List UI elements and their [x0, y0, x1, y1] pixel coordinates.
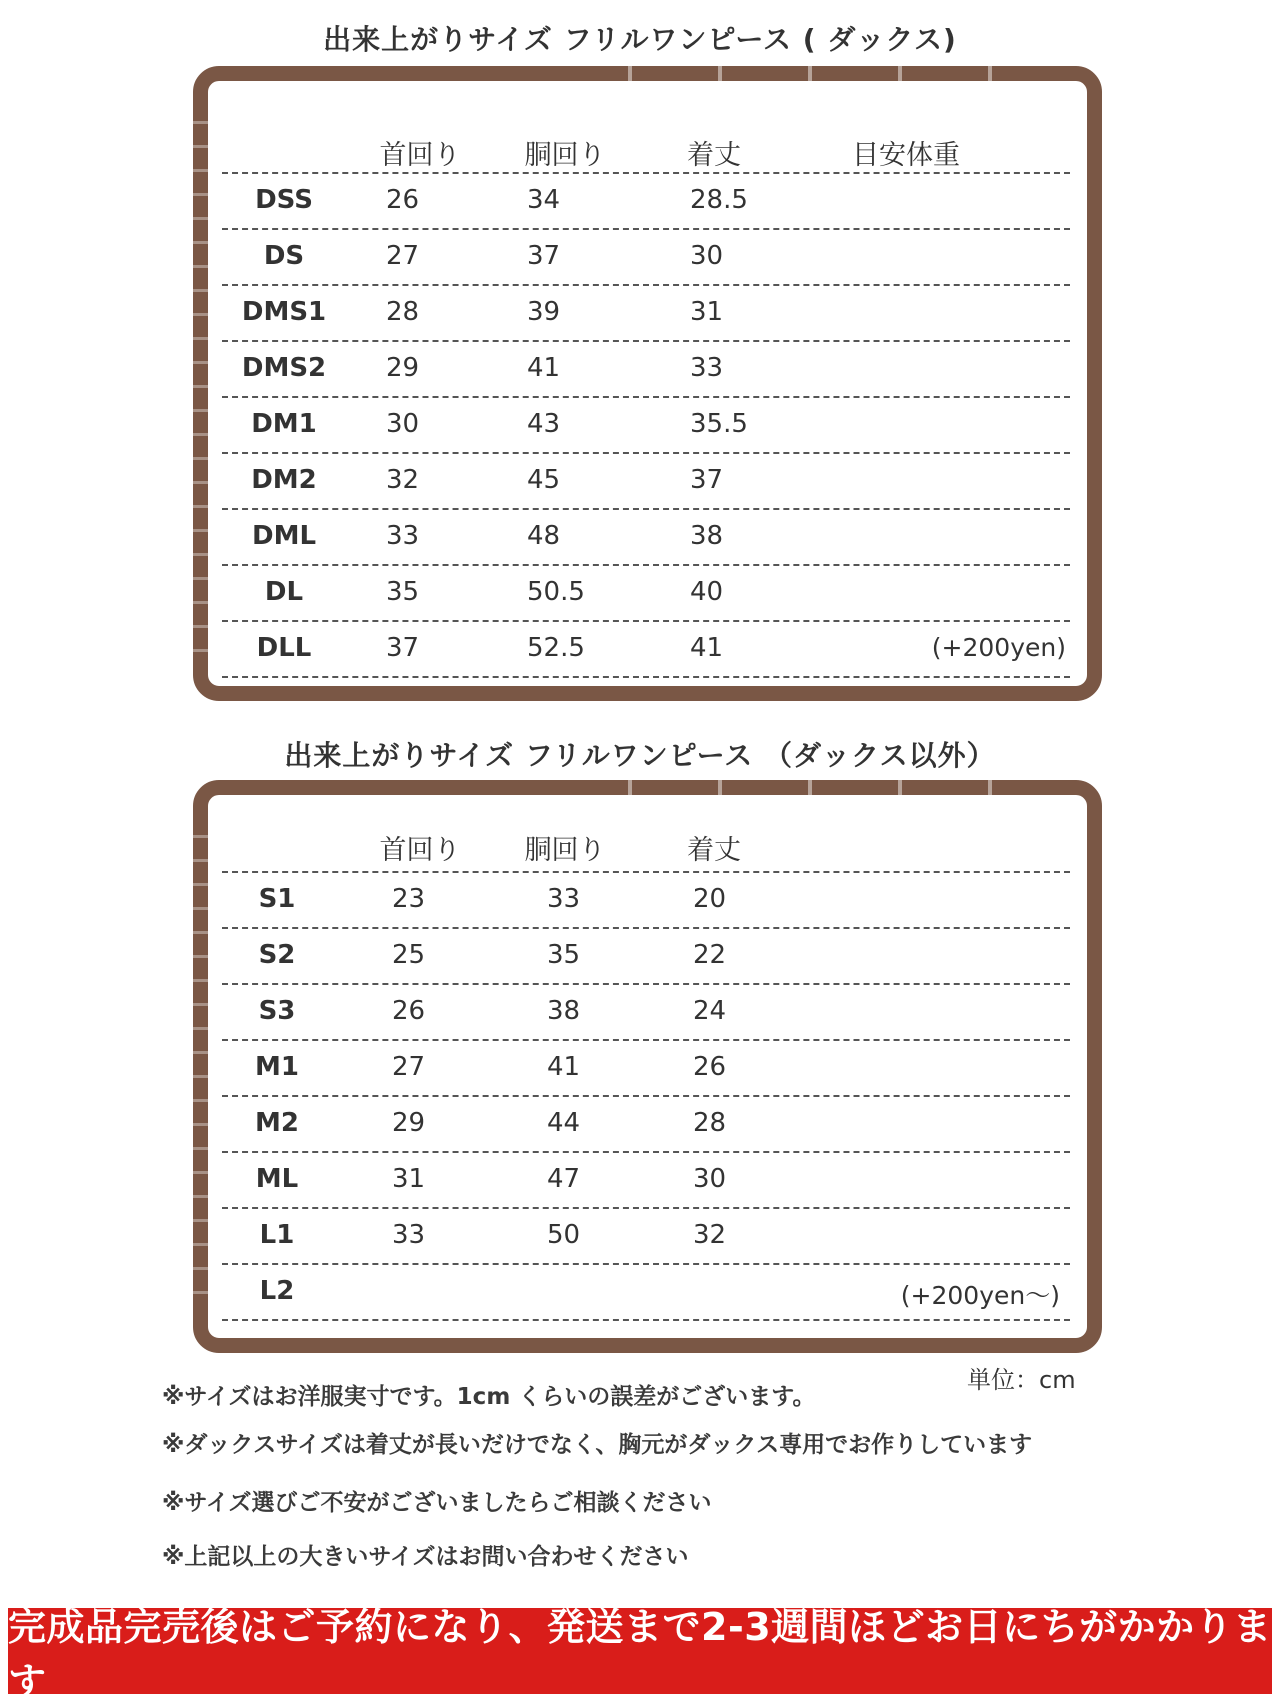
size-label: DML: [251, 521, 317, 551]
waist-value: 41: [547, 1052, 581, 1082]
dachshund-size-table: [222, 172, 1070, 678]
length-value: 28.5: [690, 185, 748, 215]
table-row: [222, 340, 1070, 396]
note-item: ※サイズはお洋服実寸です。1cm くらいの誤差がございます。: [162, 1384, 816, 1410]
waist-value: 52.5: [527, 633, 585, 663]
header-length: 着丈: [687, 140, 741, 171]
table-row: [222, 871, 1070, 927]
extra-charge-note: (+200yen～): [900, 1281, 1060, 1310]
size-label: DS: [263, 241, 305, 271]
size-label: M2: [255, 1108, 299, 1138]
size-label: L2: [259, 1276, 295, 1306]
table-row: [222, 1039, 1070, 1095]
header-neck: 首回り: [379, 835, 461, 866]
size-label: DL: [264, 577, 304, 607]
waist-value: 35: [547, 940, 581, 970]
dachshund-size-title: 出来上がりサイズ フリルワンピース ( ダックス): [323, 23, 957, 56]
table-row: [222, 228, 1070, 284]
length-value: 38: [690, 521, 724, 551]
waist-value: 48: [527, 521, 561, 551]
waist-value: 37: [527, 241, 561, 271]
neck-value: 35: [386, 577, 420, 607]
table-row: [222, 1207, 1070, 1263]
neck-value: 26: [386, 185, 420, 215]
length-value: 24: [693, 996, 727, 1026]
neck-value: 33: [386, 521, 420, 551]
table-row: [222, 452, 1070, 508]
neck-value: 27: [386, 241, 420, 271]
size-label: L1: [259, 1220, 295, 1250]
length-value: 20: [693, 884, 727, 914]
size-label: DMS1: [241, 297, 327, 327]
length-value: 33: [690, 353, 724, 383]
table-row: [222, 1151, 1070, 1207]
neck-value: 31: [392, 1164, 426, 1194]
neck-value: 33: [392, 1220, 426, 1250]
note-item: ※サイズ選びご不安がございましたらご相談ください: [162, 1490, 712, 1516]
neck-value: 23: [392, 884, 426, 914]
size-label: DM2: [251, 465, 317, 495]
neck-value: 28: [386, 297, 420, 327]
size-label: ML: [255, 1164, 299, 1194]
length-value: 37: [690, 465, 724, 495]
neck-value: 26: [392, 996, 426, 1026]
neck-value: 25: [392, 940, 426, 970]
table-row: [222, 396, 1070, 452]
neck-value: 29: [386, 353, 420, 383]
header-weight: 目安体重: [852, 140, 960, 171]
table-row: [222, 564, 1070, 620]
other-size-title: 出来上がりサイズ フリルワンピース （ダックス以外）: [284, 739, 996, 772]
size-label: DM1: [251, 409, 317, 439]
length-value: 30: [693, 1164, 727, 1194]
unit-label: 単位：cm: [967, 1366, 1076, 1394]
waist-value: 50: [547, 1220, 581, 1250]
table-row: [222, 172, 1070, 228]
table-row: [222, 284, 1070, 340]
length-value: 40: [690, 577, 724, 607]
size-label: S2: [258, 940, 296, 970]
length-value: 28: [693, 1108, 727, 1138]
waist-value: 33: [547, 884, 581, 914]
header-neck: 首回り: [379, 140, 461, 171]
size-label: S1: [258, 884, 296, 914]
header-waist: 胴回り: [524, 835, 606, 866]
note-item: ※ダックスサイズは着丈が長いだけでなく、胸元がダックス専用でお作りしています: [162, 1432, 1033, 1458]
size-label: DLL: [256, 633, 312, 663]
size-label: S3: [258, 996, 296, 1026]
header-length: 着丈: [687, 835, 741, 866]
length-value: 22: [693, 940, 727, 970]
table-row: [222, 983, 1070, 1039]
length-value: 32: [693, 1220, 727, 1250]
waist-value: 41: [527, 353, 561, 383]
extra-charge-note: (+200yen): [931, 633, 1066, 662]
waist-value: 39: [527, 297, 561, 327]
neck-value: 29: [392, 1108, 426, 1138]
waist-value: 45: [527, 465, 561, 495]
waist-value: 38: [547, 996, 581, 1026]
length-value: 31: [690, 297, 724, 327]
header-waist: 胴回り: [524, 140, 606, 171]
reservation-banner: 完成品完売後はご予約になり、発送まで2-3週間ほどお日にちがかかります: [8, 1605, 1272, 1704]
size-label: DSS: [255, 185, 313, 215]
length-value: 26: [693, 1052, 727, 1082]
table-row: [222, 927, 1070, 983]
length-value: 35.5: [690, 409, 748, 439]
size-label: DMS2: [241, 353, 327, 383]
neck-value: 27: [392, 1052, 426, 1082]
waist-value: 34: [527, 185, 561, 215]
length-value: 41: [690, 633, 724, 663]
note-item: ※上記以上の大きいサイズはお問い合わせください: [162, 1544, 689, 1570]
waist-value: 44: [547, 1108, 581, 1138]
other-size-table: [222, 871, 1070, 1321]
neck-value: 30: [386, 409, 420, 439]
waist-value: 43: [527, 409, 561, 439]
waist-value: 50.5: [527, 577, 585, 607]
neck-value: 32: [386, 465, 420, 495]
neck-value: 37: [386, 633, 420, 663]
table-row: [222, 620, 1070, 678]
size-label: M1: [255, 1052, 299, 1082]
table-row: [222, 1095, 1070, 1151]
table-row: [222, 508, 1070, 564]
table-row: [222, 1263, 1070, 1321]
length-value: 30: [690, 241, 724, 271]
waist-value: 47: [547, 1164, 581, 1194]
